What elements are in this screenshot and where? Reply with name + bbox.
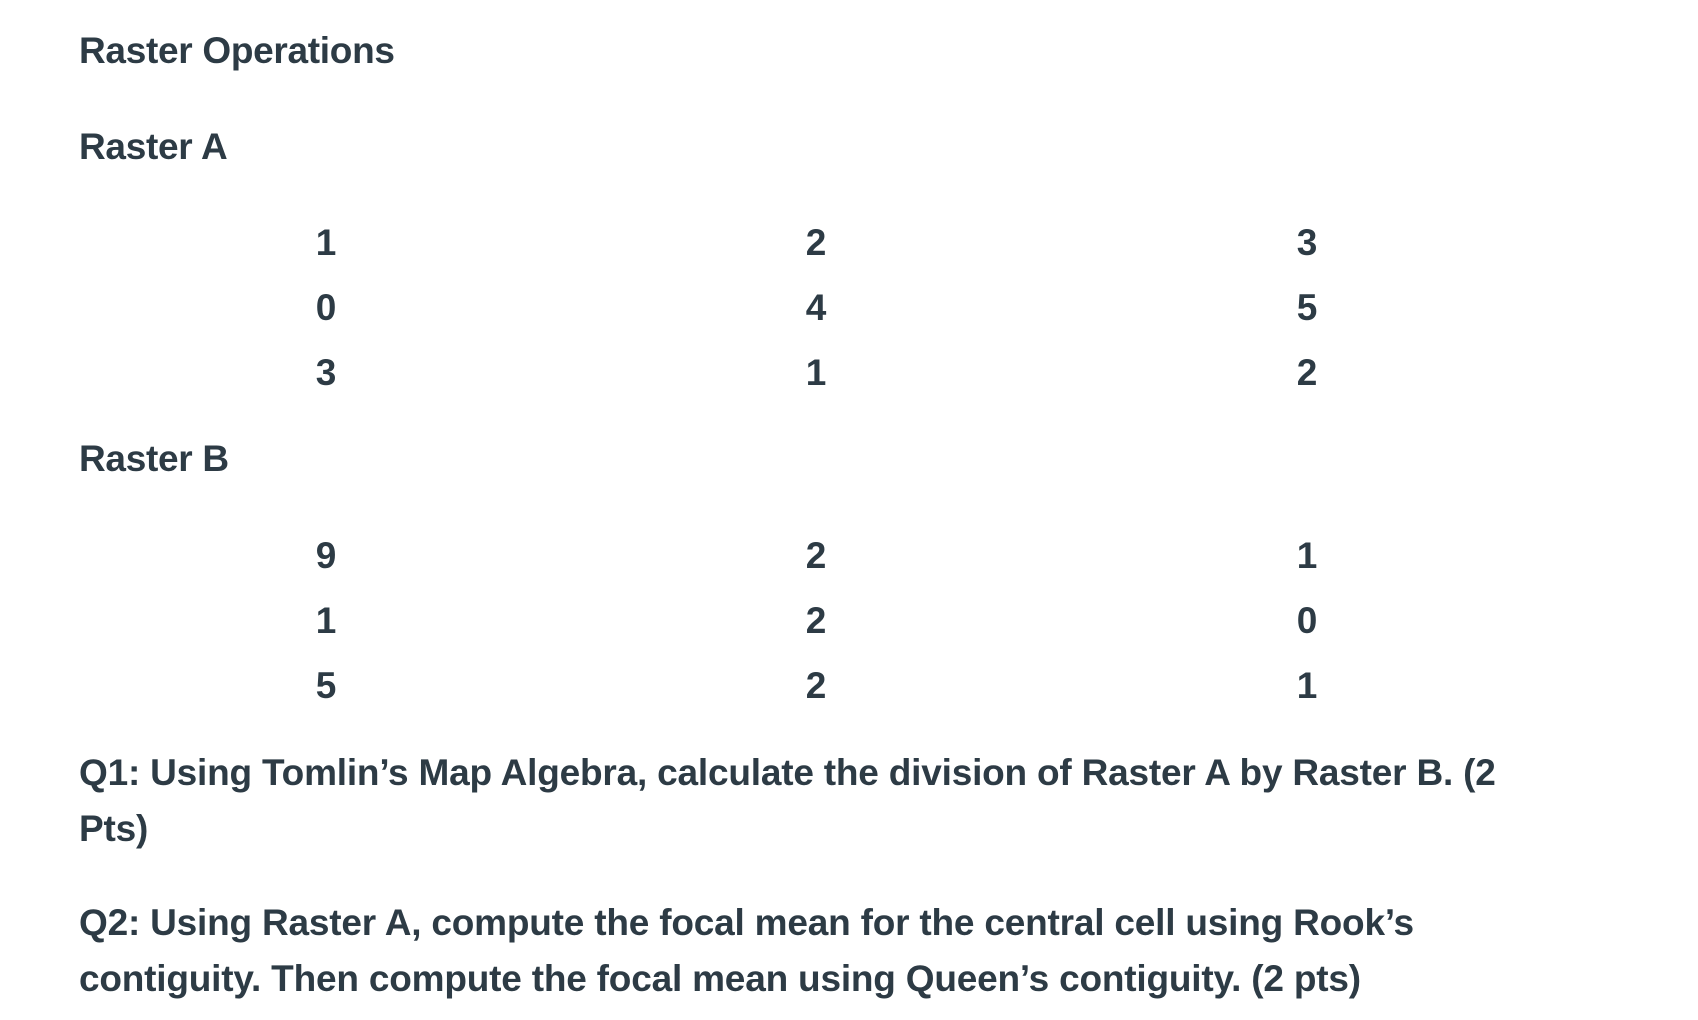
raster-a-cell: 2 [1296,352,1318,393]
raster-b-row [79,537,1619,602]
raster-a-cell: 1 [315,222,337,263]
raster-b-cell: 2 [805,600,827,641]
raster-a-cell: 3 [1296,222,1318,263]
raster-a-cell: 1 [805,352,827,393]
raster-b-grid [79,537,1619,732]
raster-a-cell: 0 [315,287,337,328]
raster-b-cell: 2 [805,535,827,576]
raster-b-heading: Raster B [79,438,229,479]
raster-a-cell: 3 [315,352,337,393]
question-2-text: Q2: Using Raster A, compute the focal mean for the central cell using Rook’s contiguity. Then compute the focal mean using Queen’s contiguity. (2 pts) [79,902,1414,999]
raster-b-cell: 1 [1296,665,1318,706]
raster-a-cell: 5 [1296,287,1318,328]
raster-a-cell: 2 [805,222,827,263]
raster-a-row [79,289,1619,354]
raster-a-cell: 4 [805,287,827,328]
raster-a-row [79,354,1619,419]
raster-b-cell: 1 [315,600,337,641]
raster-b-cell: 9 [315,535,337,576]
question-1-text: Q1: Using Tomlin’s Map Algebra, calculate the division of Raster A by Raster B. (2 Pts) [79,752,1496,849]
page-title: Raster Operations [79,30,395,71]
raster-b-row [79,602,1619,667]
raster-b-cell: 1 [1296,535,1318,576]
raster-b-cell: 2 [805,665,827,706]
raster-b-cell: 5 [315,665,337,706]
raster-a-grid [79,224,1619,419]
raster-b-cell: 0 [1296,600,1318,641]
raster-b-row [79,667,1619,732]
raster-a-row [79,224,1619,289]
raster-a-heading: Raster A [79,126,228,167]
